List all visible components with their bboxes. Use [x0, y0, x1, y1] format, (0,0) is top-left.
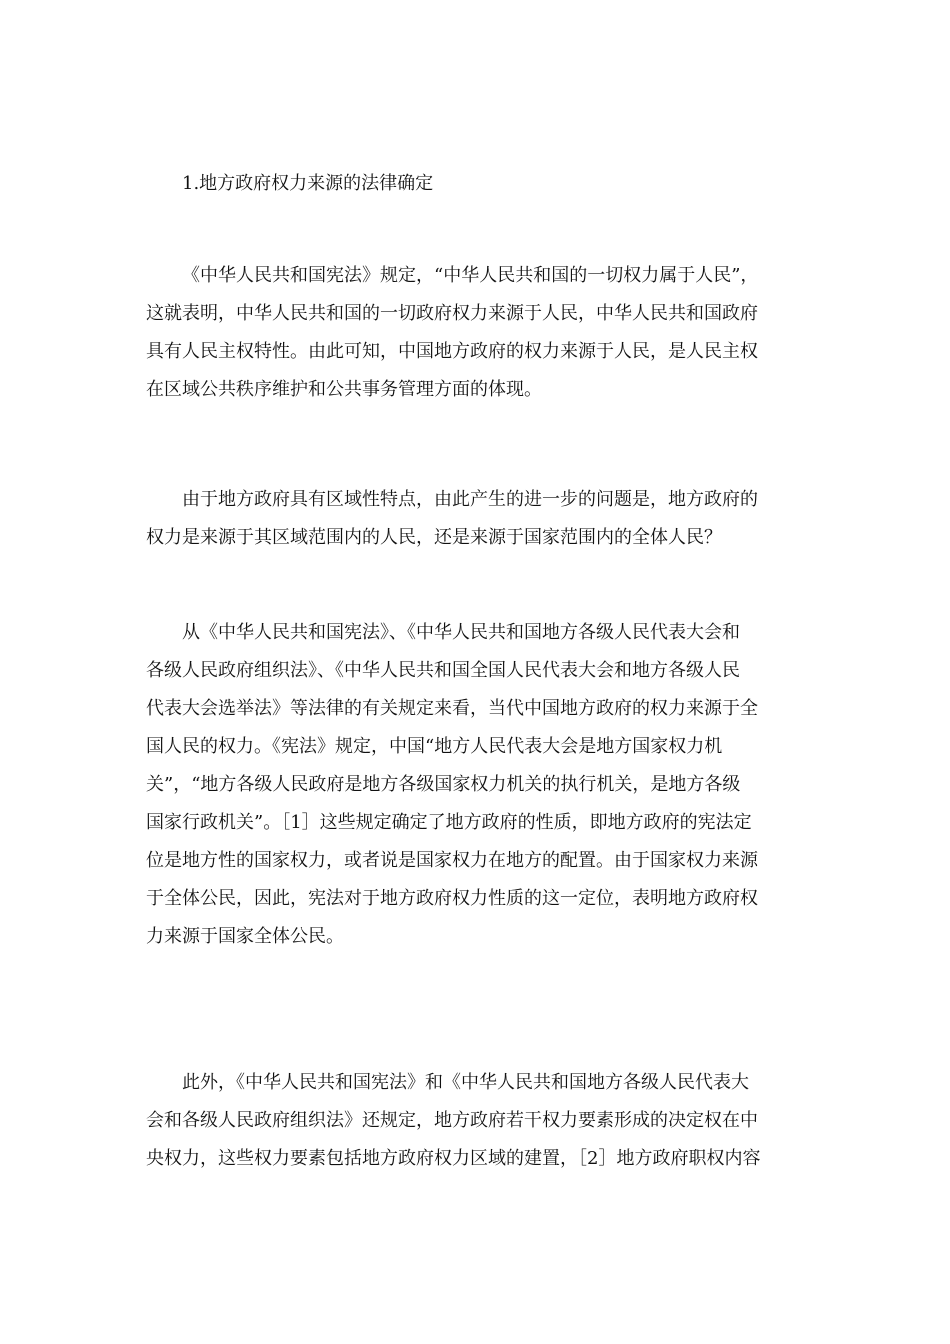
paragraph-line: 各级人民政府组织法》、《中华人民共和国全国人民代表大会和地方各级人民: [146, 660, 740, 681]
paragraph-line: 由于地方政府具有区域性特点，由此产生的进一步的问题是，地方政府的: [182, 489, 758, 510]
paragraph-line: 这就表明，中华人民共和国的一切政府权力来源于人民，中华人民共和国政府: [146, 303, 758, 324]
paragraph-line: 国家行政机关”。［1］这些规定确定了地方政府的性质，即地方政府的宪法定: [146, 812, 752, 833]
section-heading: 1.地方政府权力来源的法律确定: [182, 173, 434, 194]
paragraph-line: 此外，《中华人民共和国宪法》和《中华人民共和国地方各级人民代表大: [182, 1072, 749, 1093]
paragraph-line: 《中华人民共和国宪法》规定，“中华人民共和国的一切权力属于人民”，: [182, 265, 759, 286]
paragraph-line: 具有人民主权特性。由此可知，中国地方政府的权力来源于人民，是人民主权: [146, 341, 758, 362]
paragraph-line: 力来源于国家全体公民。: [146, 926, 344, 947]
paragraph-line: 在区域公共秩序维护和公共事务管理方面的体现。: [146, 379, 542, 400]
paragraph-line: 从《中华人民共和国宪法》、《中华人民共和国地方各级人民代表大会和: [182, 622, 740, 643]
paragraph-line: 权力是来源于其区域范围内的人民，还是来源于国家范围内的全体人民？: [146, 527, 722, 548]
paragraph-2: [146, 481, 806, 557]
paragraph-line: 国人民的权力。《宪法》规定，中国“地方人民代表大会是地方国家权力机: [146, 736, 723, 757]
paragraph-4: [146, 1064, 806, 1178]
paragraph-line: 代表大会选举法》等法律的有关规定来看，当代中国地方政府的权力来源于全: [146, 698, 758, 719]
paragraph-line: 于全体公民，因此，宪法对于地方政府权力性质的这一定位，表明地方政府权: [146, 888, 758, 909]
paragraph-line: 位是地方性的国家权力，或者说是国家权力在地方的配置。由于国家权力来源: [146, 850, 758, 871]
paragraph-line: 关”，“地方各级人民政府是地方各级国家权力机关的执行机关，是地方各级: [146, 774, 741, 795]
paragraph-1: [146, 257, 806, 409]
paragraph-line: 会和各级人民政府组织法》还规定，地方政府若干权力要素形成的决定权在中: [146, 1110, 758, 1131]
paragraph-line: 央权力，这些权力要素包括地方政府权力区域的建置，［2］地方政府职权内容: [146, 1148, 761, 1169]
paragraph-3: [146, 614, 806, 956]
